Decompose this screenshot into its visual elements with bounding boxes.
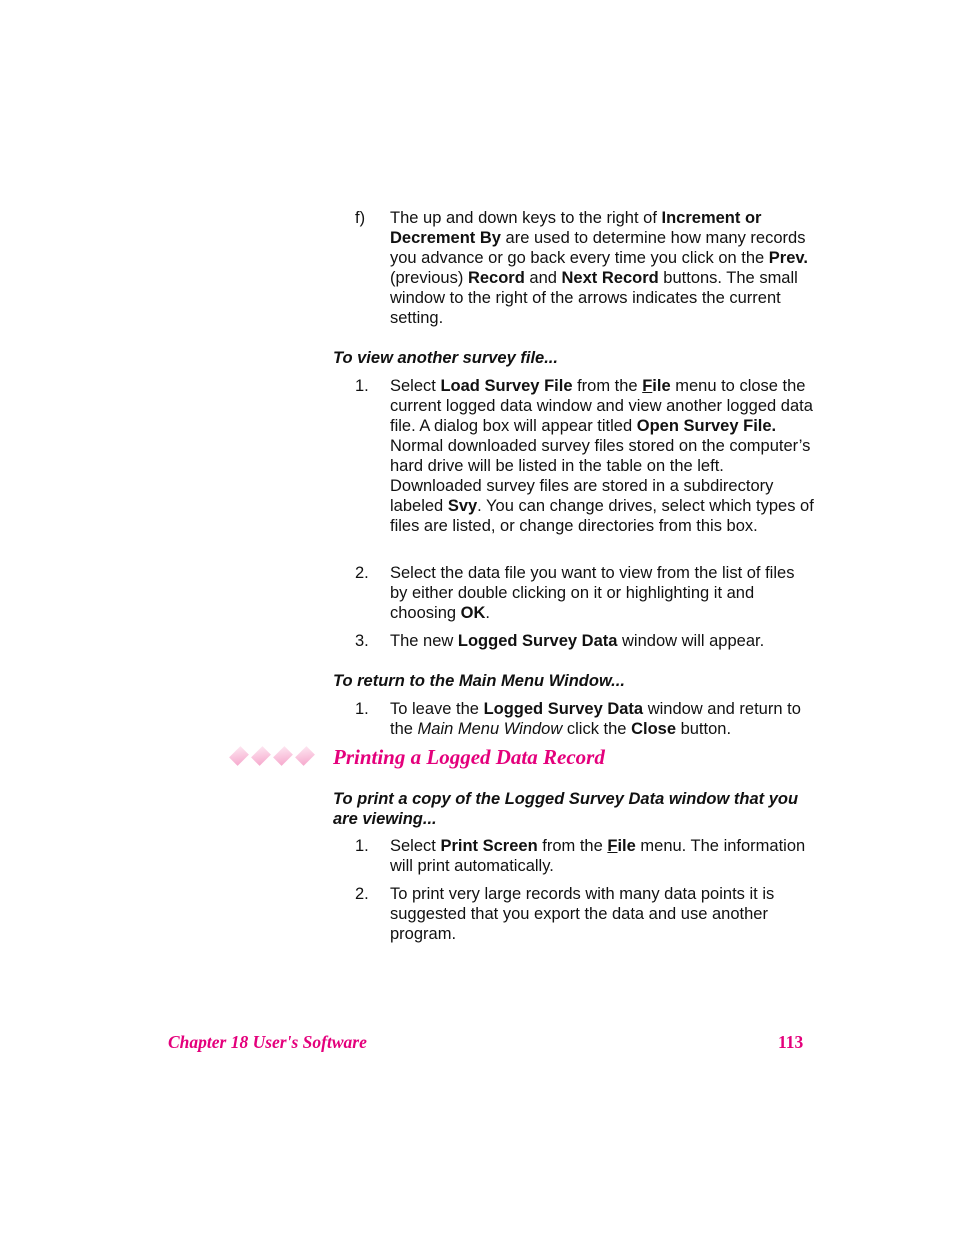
list-marker: f) <box>355 209 366 227</box>
diamond-bullets <box>231 748 319 764</box>
diamond-icon <box>295 746 315 766</box>
list-number: 2. <box>355 564 369 582</box>
diamond-icon <box>251 746 271 766</box>
diamond-icon <box>229 746 249 766</box>
list-number: 1. <box>355 377 369 395</box>
list-text: To leave the Logged Survey Data window and return to the Main Menu Window click the Close button. <box>390 700 801 738</box>
list-text: Select Print Screen from the File menu. The information will print automatically. <box>390 837 806 875</box>
page-number: 113 <box>778 1032 804 1052</box>
list-text: The up and down keys to the right of Increment or Decrement By are used to determine how many records you advance or go back every time you click on the Prev. (previous) Record and Next Record buttons. The small window to the right of the arrows indicates the current setting. <box>390 209 808 327</box>
subheading-view-survey: To view another survey file... <box>333 349 558 367</box>
list-text: To print very large records with many data points it is suggested that you export the data and use another program. <box>390 885 775 943</box>
diamond-icon <box>273 746 293 766</box>
file-menu-ref: File <box>642 377 671 395</box>
footer-chapter: Chapter 18 User's Software <box>168 1032 367 1052</box>
subheading-return-main-menu: To return to the Main Menu Window... <box>333 672 625 690</box>
file-menu-ref: File <box>607 837 636 855</box>
section-title-printing: Printing a Logged Data Record <box>333 745 605 769</box>
subheading-print-copy: To print a copy of the Logged Survey Data window that you are viewing... <box>333 790 799 828</box>
list-number: 1. <box>355 837 369 855</box>
list-number: 3. <box>355 632 369 650</box>
list-text: The new Logged Survey Data window will appear. <box>390 632 765 650</box>
list-number: 1. <box>355 700 369 718</box>
list-text: Select Load Survey File from the File menu to close the current logged data window and view another logged data file. A dialog box will appear titled Open Survey File. Normal downloaded survey files stored on the computer’s hard drive will be listed in the table on the left. Downloaded survey files are stored in a subdirectory labeled Svy. You can change drives, select which types of files are listed, or change directories from this box. <box>390 377 814 535</box>
list-number: 2. <box>355 885 369 903</box>
list-text: Select the data file you want to view from the list of files by either double clicking on it or highlighting it and choosing OK. <box>390 564 795 622</box>
